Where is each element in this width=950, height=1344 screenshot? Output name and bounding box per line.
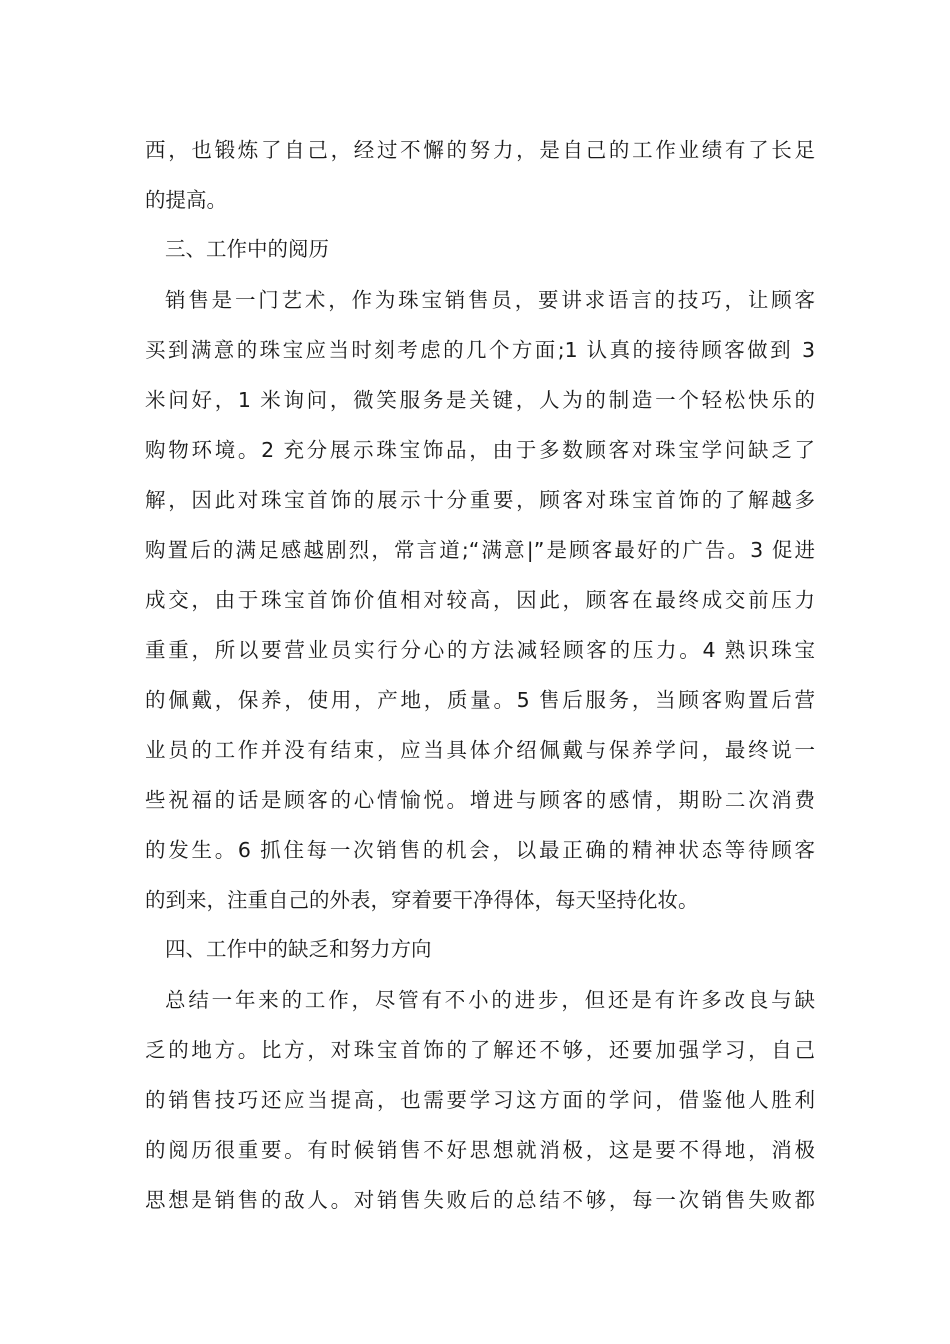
paragraph-line: 的阅历很重要。有时候销售不好思想就消极，这是要不得地，消极: [145, 1138, 815, 1162]
paragraph-line: 购置后的满足感越剧烈，常言道;“满意|”是顾客最好的广告。3 促进: [145, 538, 815, 562]
paragraph-line: 成交，由于珠宝首饰价值相对较高，因此，顾客在最终成交前压力: [145, 588, 815, 612]
paragraph-line: 的发生。6 抓住每一次销售的机会，以最正确的精神状态等待顾客: [145, 838, 815, 862]
paragraph-line: 的提高。: [145, 188, 227, 212]
paragraph-line: 重重，所以要营业员实行分心的方法减轻顾客的压力。4 熟识珠宝: [145, 638, 815, 662]
paragraph-line: 乏的地方。比方，对珠宝首饰的了解还不够，还要加强学习，自己: [145, 1038, 815, 1062]
paragraph-line: 西，也锻炼了自己，经过不懈的努力，是自己的工作业绩有了长足: [145, 138, 815, 162]
paragraph-line: 业员的工作并没有结束，应当具体介绍佩戴与保养学问，最终说一: [145, 738, 815, 762]
section-heading: 三、工作中的阅历: [165, 237, 329, 261]
paragraph-line: 总结一年来的工作，尽管有不小的进步，但还是有许多改良与缺: [165, 988, 815, 1012]
paragraph-line: 米问好，1 米询问，微笑服务是关键，人为的制造一个轻松快乐的: [145, 388, 815, 412]
paragraph-line: 买到满意的珠宝应当时刻考虑的几个方面;1 认真的接待顾客做到 3: [145, 338, 815, 362]
section-heading: 四、工作中的缺乏和努力方向: [165, 937, 432, 961]
paragraph-line: 的佩戴，保养，使用，产地，质量。5 售后服务，当顾客购置后营: [145, 688, 815, 712]
paragraph-line: 解，因此对珠宝首饰的展示十分重要，顾客对珠宝首饰的了解越多: [145, 488, 815, 512]
paragraph-line: 销售是一门艺术，作为珠宝销售员，要讲求语言的技巧，让顾客: [165, 288, 815, 312]
paragraph-line: 购物环境。2 充分展示珠宝饰品，由于多数顾客对珠宝学问缺乏了: [145, 438, 815, 462]
paragraph-line: 的到来，注重自己的外表，穿着要干净得体，每天坚持化妆。: [145, 888, 699, 912]
paragraph-line: 的销售技巧还应当提高，也需要学习这方面的学问，借鉴他人胜利: [145, 1088, 815, 1112]
paragraph-line: 思想是销售的敌人。对销售失败后的总结不够，每一次销售失败都: [145, 1188, 815, 1212]
paragraph-line: 些祝福的话是顾客的心情愉悦。增进与顾客的感情，期盼二次消费: [145, 788, 815, 812]
